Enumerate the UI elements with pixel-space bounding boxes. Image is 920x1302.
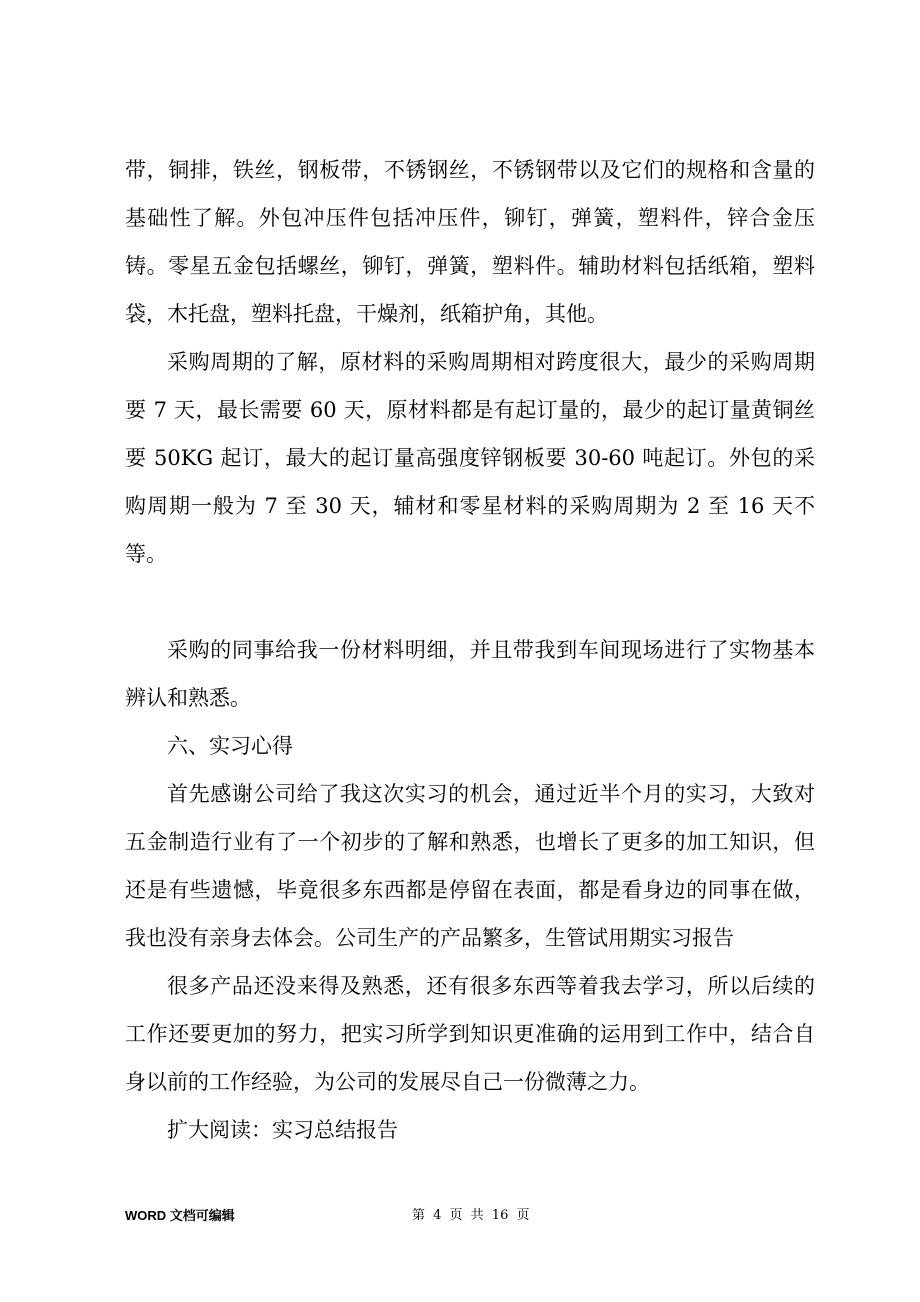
paragraph-purchase-cycle: 采购周期的了解，原材料的采购周期相对跨度很大，最少的采购周期要 7 天，最长需要 60 天，原材料都是有起订量的，最少的起订量黄铜丝要 50KG 起订，最大的起订量高强度锌钢板要 30-60 吨起订。外包的采购周期一般为 7 至 30 天，辅材和零星材料的采购周期为 2 至 16 天不等。: [125, 350, 815, 566]
paragraph-spacer: [125, 578, 815, 626]
document-body: [125, 146, 815, 1154]
section-heading: 六、实习心得: [167, 734, 293, 758]
footer-page-number: 第 4 页 共 16 页: [412, 1208, 530, 1223]
footer-editable-label: WORD 文档可编辑: [125, 1208, 235, 1223]
paragraph-future-work: 很多产品还没来得及熟悉，还有很多东西等着我去学习，所以后续的工作还要更加的努力，把实习所学到知识更准确的运用到工作中，结合自身以前的工作经验，为公司的发展尽自己一份微薄之力。: [125, 974, 815, 1094]
paragraph-material-types: 带，铜排，铁丝，钢板带，不锈钢丝，不锈钢带以及它们的规格和含量的基础性了解。外包冲压件包括冲压件，铆钉，弹簧，塑料件，锌合金压铸。零星五金包括螺丝，铆钉，弹簧，塑料件。辅助材料包括纸箱，塑料袋，木托盘，塑料托盘，干燥剂，纸箱护角，其他。: [125, 158, 815, 326]
paragraph-reflection: 首先感谢公司给了我这次实习的机会，通过近半个月的实习，大致对五金制造行业有了一个初步的了解和熟悉，也增长了更多的加工知识，但还是有些遗憾，毕竟很多东西都是停留在表面，都是看身边的同事在做，我也没有亲身去体会。公司生产的产品繁多，生管试用期实习报告: [125, 782, 815, 950]
paragraph-material-list: 采购的同事给我一份材料明细，并且带我到车间现场进行了实物基本辨认和熟悉。: [125, 638, 815, 710]
extended-reading-label: 扩大阅读：实习总结报告: [167, 1118, 398, 1142]
